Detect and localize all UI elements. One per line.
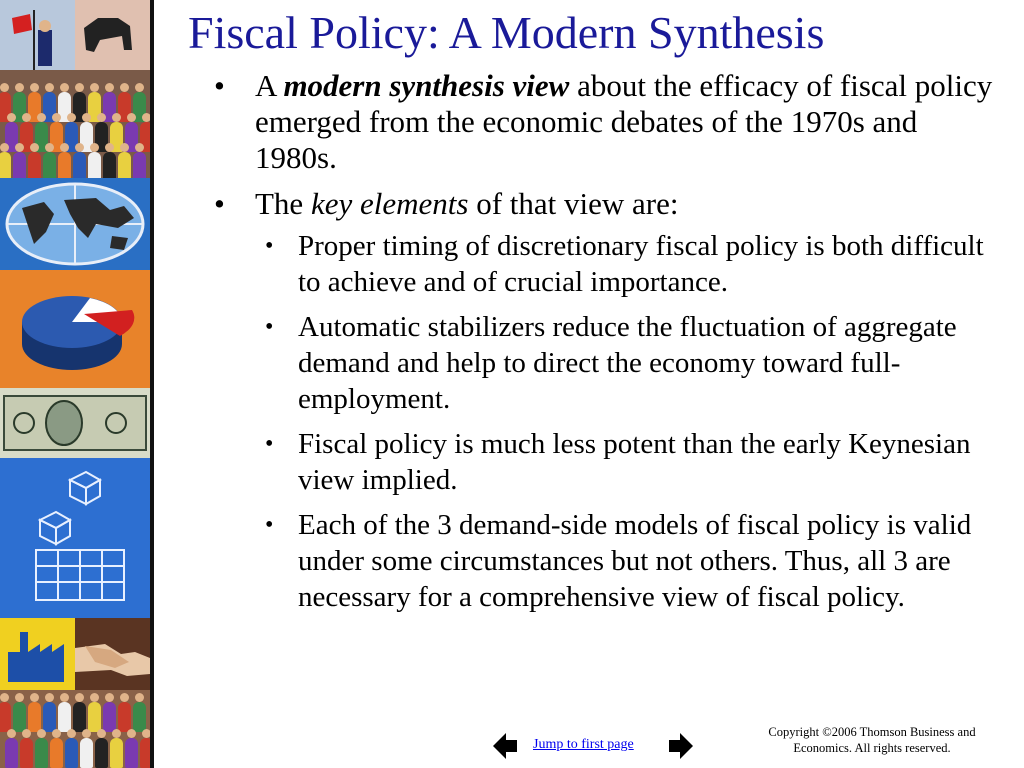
bullet-emphasis: key elements: [310, 186, 469, 221]
crowd-person: [0, 702, 11, 732]
bullet-suffix: of that view are:: [468, 186, 679, 221]
bullet-item: [212, 68, 1002, 176]
strip-divider: [150, 0, 154, 768]
bullet-text: [255, 68, 1002, 176]
bullet-item: [212, 186, 1002, 615]
crowd-person: [125, 738, 138, 768]
crowd-person: [118, 702, 131, 732]
crowd-person: [43, 152, 56, 178]
bullet-list: [212, 68, 1002, 625]
crowd-person: [5, 738, 18, 768]
jump-to-first-page-link[interactable]: Jump to first page: [533, 737, 634, 752]
bullet-glyph: •: [265, 314, 274, 340]
crowd-person: [65, 738, 78, 768]
dollar-bill-illustration: [0, 388, 150, 458]
bullet-suffix: about the efficacy of fiscal policy emerged from the economic debates of the 1970s and 1980s.: [255, 68, 993, 175]
bullet-glyph: •: [265, 233, 274, 259]
handshake-image: [75, 618, 150, 690]
crowd-person: [73, 702, 86, 732]
arrow-left-icon[interactable]: [493, 733, 517, 759]
bullet-glyph: •: [214, 68, 225, 103]
slide-title: Fiscal Policy: A Modern Synthesis: [188, 7, 825, 58]
building-blocks-illustration: [0, 458, 150, 618]
bullet-glyph: •: [265, 512, 274, 538]
crowd-person: [0, 152, 11, 178]
crowd-person: [95, 738, 108, 768]
crowd-person: [35, 738, 48, 768]
pie-chart-image: [0, 270, 150, 388]
sub-bullet-item: [255, 426, 1002, 498]
sub-bullet-item: [255, 309, 1002, 417]
factory-illustration: [0, 618, 75, 690]
bullet-emphasis: modern synthesis view: [283, 68, 570, 103]
dollar-bill-image: [0, 388, 150, 458]
sub-bullet-item: [255, 228, 1002, 300]
crowd-person: [118, 152, 131, 178]
arrow-right-icon[interactable]: [669, 733, 693, 759]
bullet-text: [255, 186, 1002, 222]
decorative-image-strip: [0, 0, 150, 768]
sub-bullet-list: [255, 228, 1002, 615]
crowd-person: [43, 702, 56, 732]
handshake-illustration: [75, 618, 150, 690]
crowd-person: [88, 702, 101, 732]
crowd-person: [58, 152, 71, 178]
pie-chart-illustration: [0, 270, 150, 388]
crowd-image: [0, 690, 150, 768]
sub-bullet-item: [255, 507, 1002, 615]
crowd-person: [103, 152, 116, 178]
crowd-with-flag-image: [0, 0, 150, 178]
world-map-illustration: [0, 178, 150, 270]
crowd-person: [58, 702, 71, 732]
crowd-person: [50, 738, 63, 768]
sub-bullet-text: Fiscal policy is much less potent than the early Keynesian view implied.: [298, 428, 971, 496]
crowd-person: [73, 152, 86, 178]
crowd-person: [28, 152, 41, 178]
crowd-person: [133, 152, 146, 178]
sub-bullet-text: Each of the 3 demand-side models of fiscal policy is valid under some circumstances but not others. Thus, all 3 are necessary for a comprehensive view of fiscal policy.: [298, 509, 972, 613]
crowd-person: [133, 702, 146, 732]
bullet-prefix: A: [255, 68, 284, 103]
crowd-person: [140, 738, 150, 768]
sub-bullet-text: Proper timing of discretionary fiscal policy is both difficult to achieve and of crucial importance.: [298, 230, 984, 298]
bullet-prefix: The: [255, 186, 311, 221]
crowd-person: [110, 738, 123, 768]
bullet-glyph: •: [265, 431, 274, 457]
building-blocks-image: [0, 458, 150, 618]
crowd-person: [28, 702, 41, 732]
crowd-person: [88, 152, 101, 178]
crowd-person: [20, 738, 33, 768]
crowd-person: [13, 702, 26, 732]
copyright-notice: Copyright ©2006 Thomson Business and Economics. All rights reserved.: [768, 725, 976, 755]
bullet-glyph: •: [214, 186, 225, 221]
crowd-person: [103, 702, 116, 732]
crowd-person: [13, 152, 26, 178]
world-map-image: [0, 178, 150, 270]
crowd-person: [80, 738, 93, 768]
sub-bullet-text: Automatic stabilizers reduce the fluctuation of aggregate demand and help to direct the economy toward full-employment.: [298, 311, 957, 415]
